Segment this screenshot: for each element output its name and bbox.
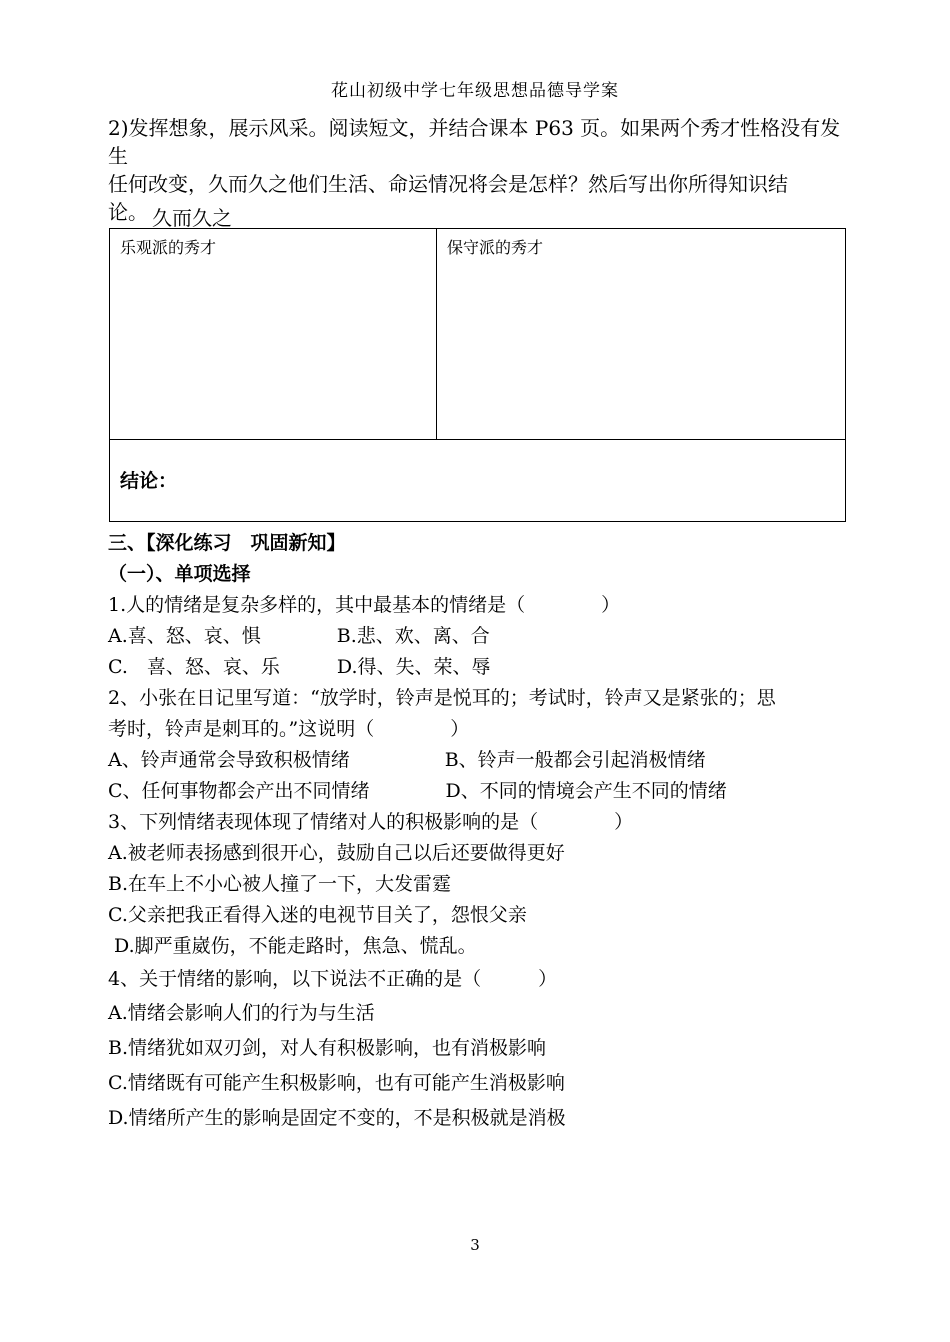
question-option: B.在车上不小心被人撞了一下，大发雷霆 bbox=[108, 873, 452, 895]
question-stem: 考时，铃声是刺耳的。”这说明（ ） bbox=[108, 718, 470, 740]
question-option: A.情绪会影响人们的行为与生活 bbox=[108, 1002, 375, 1024]
table-title: 久而久之 bbox=[152, 206, 232, 230]
section-subtitle: （一）、单项选择 bbox=[108, 563, 251, 585]
section-title: 三、【深化练习 巩固新知】 bbox=[108, 532, 346, 554]
question-option: C. 喜、怒、哀、乐 D.得、失、荣、辱 bbox=[108, 656, 491, 678]
intro-line: 任何改变，久而久之他们生活、命运情况将会是怎样？然后写出你所得知识结 bbox=[108, 172, 788, 196]
page-number: 3 bbox=[470, 1236, 480, 1254]
question-option: C.情绪既有可能产生积极影响，也有可能产生消极影响 bbox=[108, 1072, 565, 1094]
question-option: A.喜、怒、哀、惧 B.悲、欢、离、合 bbox=[108, 625, 490, 647]
question-stem: 1.人的情绪是复杂多样的，其中最基本的情绪是（ ） bbox=[108, 594, 621, 616]
question-option: C、任何事物都会产出不同情绪 D、不同的情境会产生不同的情绪 bbox=[108, 780, 727, 802]
question-option: D.情绪所产生的影响是固定不变的，不是积极就是消极 bbox=[108, 1107, 566, 1129]
right-cell[interactable] bbox=[437, 229, 845, 440]
left-cell-header: 乐观派的秀才 bbox=[120, 238, 217, 257]
page-header: 花山初级中学七年级思想品德导学案 bbox=[331, 81, 619, 101]
question-option: D.脚严重崴伤，不能走路时，焦急、慌乱。 bbox=[108, 935, 477, 957]
left-cell[interactable] bbox=[110, 229, 437, 440]
question-option: A.被老师表扬感到很开心，鼓励自己以后还要做得更好 bbox=[108, 842, 565, 864]
question-option: C.父亲把我正看得入迷的电视节目关了，怨恨父亲 bbox=[108, 904, 527, 926]
question-stem: 4、关于情绪的影响，以下说法不正确的是（ ） bbox=[108, 968, 558, 990]
comparison-table bbox=[109, 228, 846, 522]
conclusion-cell[interactable] bbox=[110, 440, 845, 521]
question-stem: 2、小张在日记里写道：“放学时，铃声是悦耳的；考试时，铃声又是紧张的；思 bbox=[108, 687, 776, 709]
intro-line: 论。 bbox=[108, 200, 148, 224]
right-cell-header: 保守派的秀才 bbox=[447, 238, 544, 257]
question-stem: 3、下列情绪表现体现了情绪对人的积极影响的是（ ） bbox=[108, 811, 634, 833]
conclusion-label: 结论： bbox=[120, 470, 178, 492]
question-option: A、铃声通常会导致积极情绪 B、铃声一般都会引起消极情绪 bbox=[108, 749, 706, 771]
intro-line: 2)发挥想象，展示风采。阅读短文，并结合课本 P63 页。如果两个秀才性格没有发生 bbox=[108, 116, 841, 168]
question-option: B.情绪犹如双刃剑，对人有积极影响，也有消极影响 bbox=[108, 1037, 547, 1059]
